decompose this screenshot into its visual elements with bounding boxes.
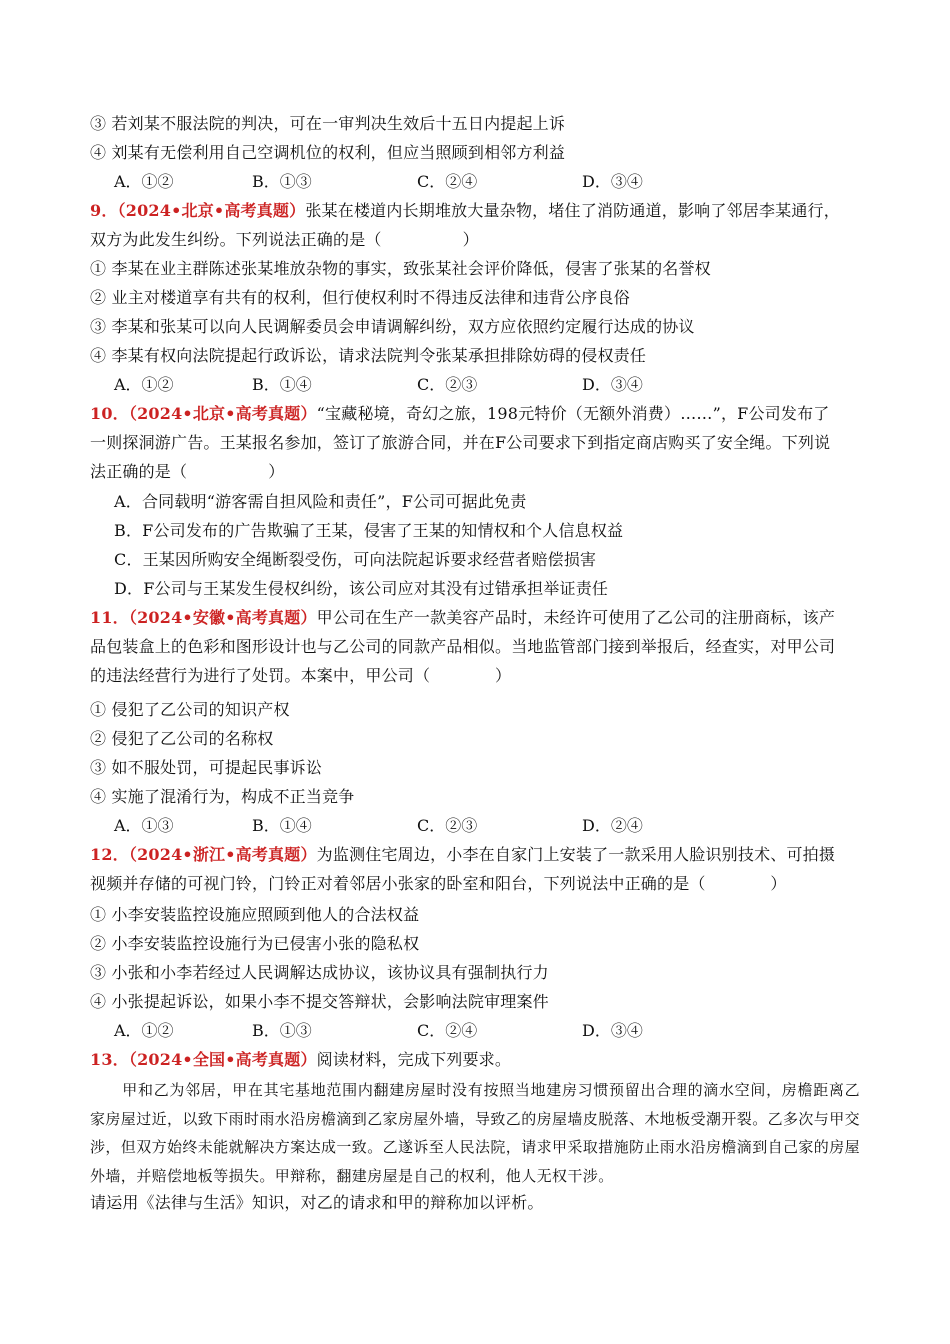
option-c: C．②④ [417,1021,478,1040]
statement: ③ 李某和张某可以向人民调解委员会申请调解纠纷，双方应依照约定履行达成的协议 [90,317,695,336]
stem-text: 的违法经营行为进行了处罚。本案中，甲公司（ ） [90,666,512,685]
option-b: B．①③ [252,1021,312,1040]
question-source: （2024•浙江•高考真题） [128,845,317,864]
stem-text: “宝藏秘境，奇幻之旅，198元特价（无额外消费）……”，F公司发布了 [316,404,830,423]
statement: ④ 刘某有无偿利用自己空调机位的权利，但应当照顾到相邻方利益 [90,143,566,162]
statement: ② 小李安装监控设施行为已侵害小张的隐私权 [90,934,420,953]
stem-text: 阅读材料，完成下列要求。 [316,1050,512,1069]
stem-text: 甲公司在生产一款美容产品时，未经许可使用了乙公司的注册商标，该产 [316,608,836,627]
requirement-text: 请运用《法律与生活》知识，对乙的请求和甲的辩称加以评析。 [90,1193,544,1212]
option-b: B．①④ [252,375,312,394]
material-paragraph [90,1076,860,1190]
option-a: A．合同载明“游客需自担风险和责任”，F公司可据此免责 [114,492,527,511]
stem-text: 法正确的是（ ） [90,462,285,481]
question-source: （2024•北京•高考真题） [117,201,306,220]
statement: ② 业主对楼道享有共有的权利，但行使权利时不得违反法律和违背公序良俗 [90,288,630,307]
statement: ① 小李安装监控设施应照顾到他人的合法权益 [90,905,420,924]
stem-text: 视频并存储的可视门铃，门铃正对着邻居小张家的卧室和阳台，下列说法中正确的是（ ） [90,874,787,893]
statement: ① 李某在业主群陈述张某堆放杂物的事实，致张某社会评价降低，侵害了张某的名誉权 [90,259,711,278]
answer-options [114,171,854,193]
statement: ③ 小张和小李若经过人民调解达成协议，该协议具有强制执行力 [90,963,549,982]
option-d: D．③④ [582,172,643,191]
statement: ④ 小张提起诉讼，如果小李不提交答辩状，会影响法院审理案件 [90,992,549,1011]
option-a: A．①② [114,1021,174,1040]
statement: ④ 实施了混淆行为，构成不正当竞争 [90,787,355,806]
stem-text: 为监测住宅周边，小李在自家门上安装了一款采用人脸识别技术、可拍摄 [316,845,836,864]
question-source: （2024•北京•高考真题） [128,404,317,423]
stem-text: 双方为此发生纠纷。下列说法正确的是（ ） [90,230,479,249]
question-13-stem [90,1049,511,1071]
question-number: 13． [90,1050,129,1069]
option-b: B．①③ [252,172,312,191]
question-number: 9． [90,201,118,220]
option-c: C．②④ [417,172,478,191]
question-10-stem [90,403,829,425]
statement: ③ 如不服处罚，可提起民事诉讼 [90,758,323,777]
statement: ① 侵犯了乙公司的知识产权 [90,700,290,719]
question-source: （2024•安徽•高考真题） [128,608,317,627]
question-number: 12． [90,845,129,864]
option-d: D．③④ [582,375,643,394]
question-9-stem [90,200,840,222]
question-12-stem [90,844,835,866]
stem-text: 一则探洞游广告。王某报名参加，签订了旅游合同，并在F公司要求下到指定商店购买了安全绳。下列说 [90,433,831,452]
option-d: D．③④ [582,1021,643,1040]
stem-text: 张某在楼道内长期堆放大量杂物，堵住了消防通道，影响了邻居李某通行， [305,201,840,220]
option-b: B．①④ [252,816,312,835]
option-a: A．①③ [114,816,174,835]
option-d: D．②④ [582,816,643,835]
material-text: 甲和乙为邻居，甲在其宅基地范围内翻建房屋时没有按照当地建房习惯预留出合理的滴水空间，房檐距离乙家房屋过近，以致下雨时雨水沿房檐滴到乙家房屋外墙，导致乙的房屋墙皮脱落、木地板受潮开裂。乙多次与甲交涉，但双方始终未能就解决方案达成一致。乙遂诉至人民法院，请求甲采取措施防止雨水沿房檐滴到自己家的房屋外墙，并赔偿地板等损失。甲辩称，翻建房屋是自己的权利，他人无权干涉。 [90,1081,861,1185]
statement: ③ 若刘某不服法院的判决，可在一审判决生效后十五日内提起上诉 [90,114,566,133]
statement: ② 侵犯了乙公司的名称权 [90,729,274,748]
question-number: 11． [90,608,129,627]
question-source: （2024•全国•高考真题） [128,1050,317,1069]
answer-options [114,374,854,396]
statement: ④ 李某有权向法院提起行政诉讼，请求法院判令张某承担排除妨碍的侵权责任 [90,346,647,365]
option-a: A．①② [114,375,174,394]
option-a: A．①② [114,172,174,191]
stem-text: 品包装盒上的色彩和图形设计也与乙公司的同款产品相似。当地监管部门接到举报后，经查实，对甲公司 [90,637,836,656]
answer-options [114,1020,854,1042]
option-c: C．②③ [417,375,478,394]
option-d: D．F公司与王某发生侵权纠纷，该公司应对其没有过错承担举证责任 [114,579,609,598]
question-number: 10． [90,404,129,423]
option-b: B．F公司发布的广告欺骗了王某，侵害了王某的知情权和个人信息权益 [114,521,624,540]
question-11-stem [90,607,835,629]
option-c: C．②③ [417,816,478,835]
answer-options [114,815,854,837]
option-c: C．王某因所购安全绳断裂受伤，可向法院起诉要求经营者赔偿损害 [114,550,597,569]
